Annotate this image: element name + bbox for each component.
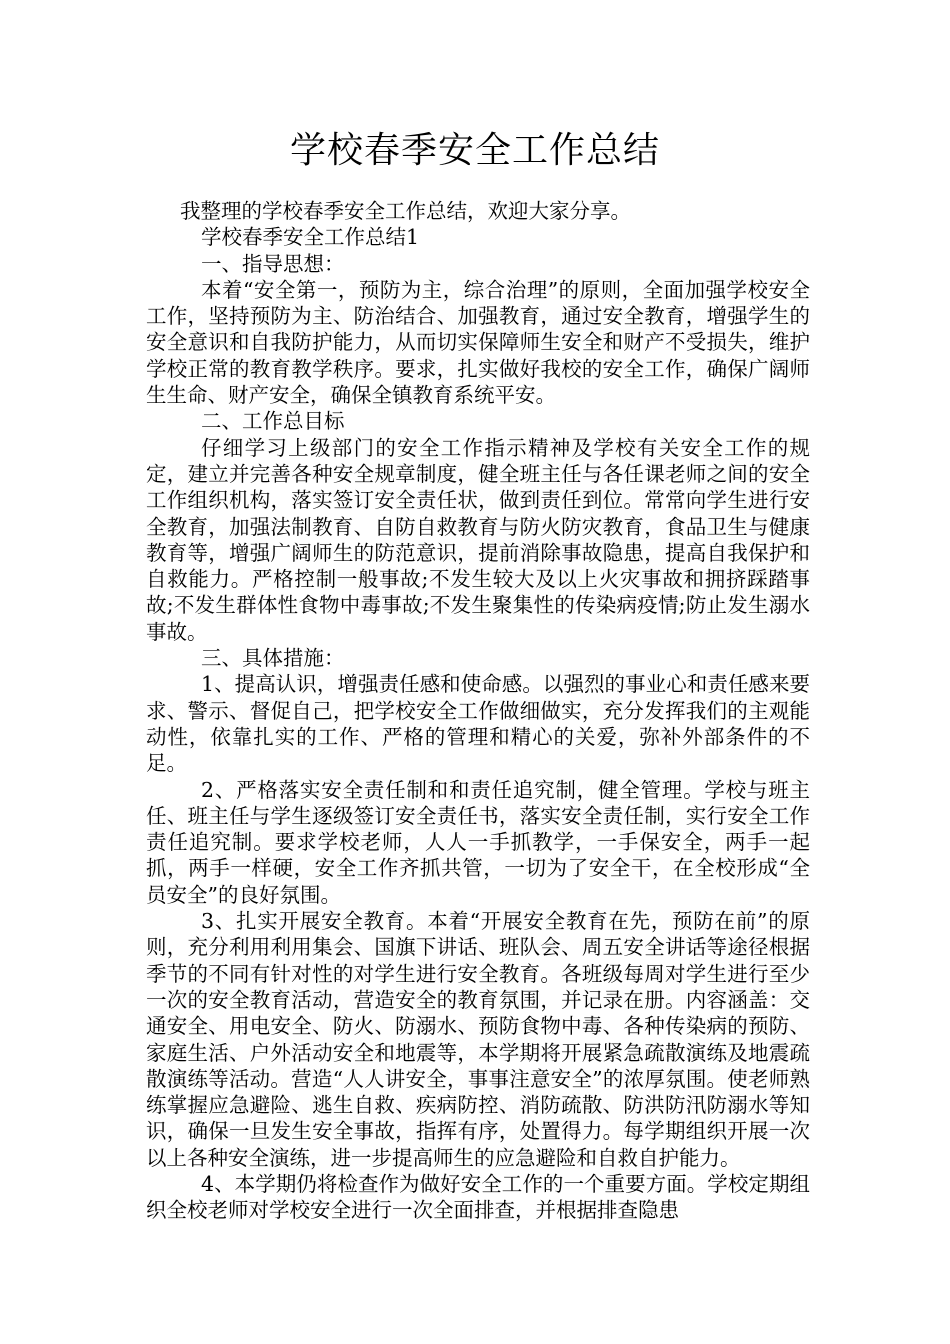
section-heading-guiding-thought: 一、指导思想： — [201, 251, 345, 276]
document-body — [146, 198, 810, 1224]
body-paragraph: 3、扎实开展安全教育。本着“开展安全教育在先，预防在前”的原则，充分利用利用集会、国旗下讲话、班队会、周五安全讲话等途径根据季节的不同有针对性的对学生进行安全教育。各班级每周对学生进行至少一次的安全教育活动，营造安全的教育氛围，并记录在册。内容涵盖：交通安全、用电安全、防火、防溺水、预防食物中毒、各种传染病的预防、家庭生活、户外活动安全和地震等，本学期将开展紧急疏散演练及地震疏散演练等活动。营造“人人讲安全，事事注意安全”的浓厚氛围。使老师熟练掌握应急避险、逃生自救、疾病防控、消防疏散、防洪防汛防溺水等知识，确保一旦发生安全事故，指挥有序，处置得力。每学期组织开展一次以上各种安全演练，进一步提高师生的应急避险和自救自护能力。 — [146, 909, 810, 1170]
section-heading-overall-goal: 二、工作总目标 — [201, 409, 345, 434]
body-paragraph: 仔细学习上级部门的安全工作指示精神及学校有关安全工作的规定，建立并完善各种安全规章制度，健全班主任与各任课老师之间的安全工作组织机构，落实签订安全责任状，做到责任到位。常常向学生进行安全教育，加强法制教育、自防自救教育与防火防灾教育，食品卫生与健康教育等，增强广阔师生的防范意识，提前消除事故隐患，提高自我保护和自救能力。严格控制一般事故;不发生较大及以上火灾事故和拥挤踩踏事故;不发生群体性食物中毒事故;不发生聚集性的传染病疫情;防止发生溺水事故。 — [146, 435, 810, 644]
body-paragraph: 1、提高认识，增强责任感和使命感。以强烈的事业心和责任感来要求、警示、督促自己，把学校安全工作做细做实，充分发挥我们的主观能动性，依靠扎实的工作、严格的管理和精心的关爱，弥补外部条件的不足。 — [146, 672, 810, 776]
body-paragraph: 2、严格落实安全责任制和和责任追究制，健全管理。学校与班主任、班主任与学生逐级签订安全责任书，落实安全责任制，实行安全工作责任追究制。要求学校老师，人人一手抓教学，一手保安全，两手一起抓，两手一样硬，安全工作齐抓共管，一切为了安全干，在全校形成“全员安全”的良好氛围。 — [146, 777, 810, 907]
document-title: 学校春季安全工作总结 — [289, 130, 660, 171]
section-heading-summary-1: 学校春季安全工作总结1 — [201, 225, 420, 250]
body-paragraph: 4、本学期仍将检查作为做好安全工作的一个重要方面。学校定期组织全校老师对学校安全进行一次全面排查，并根据排查隐患 — [146, 1171, 810, 1223]
intro-paragraph: 我整理的学校春季安全工作总结，欢迎大家分享。 — [180, 199, 631, 223]
section-heading-measures: 三、具体措施： — [201, 646, 345, 671]
body-paragraph: 本着“安全第一，预防为主，综合治理”的原则，全面加强学校安全工作，坚持预防为主、防治结合、加强教育，通过安全教育，增强学生的安全意识和自我防护能力，从而切实保障师生安全和财产不受损失，维护学校正常的教育教学秩序。要求，扎实做好我校的安全工作，确保广阔师生生命、财产安全，确保全镇教育系统平安。 — [146, 277, 810, 408]
